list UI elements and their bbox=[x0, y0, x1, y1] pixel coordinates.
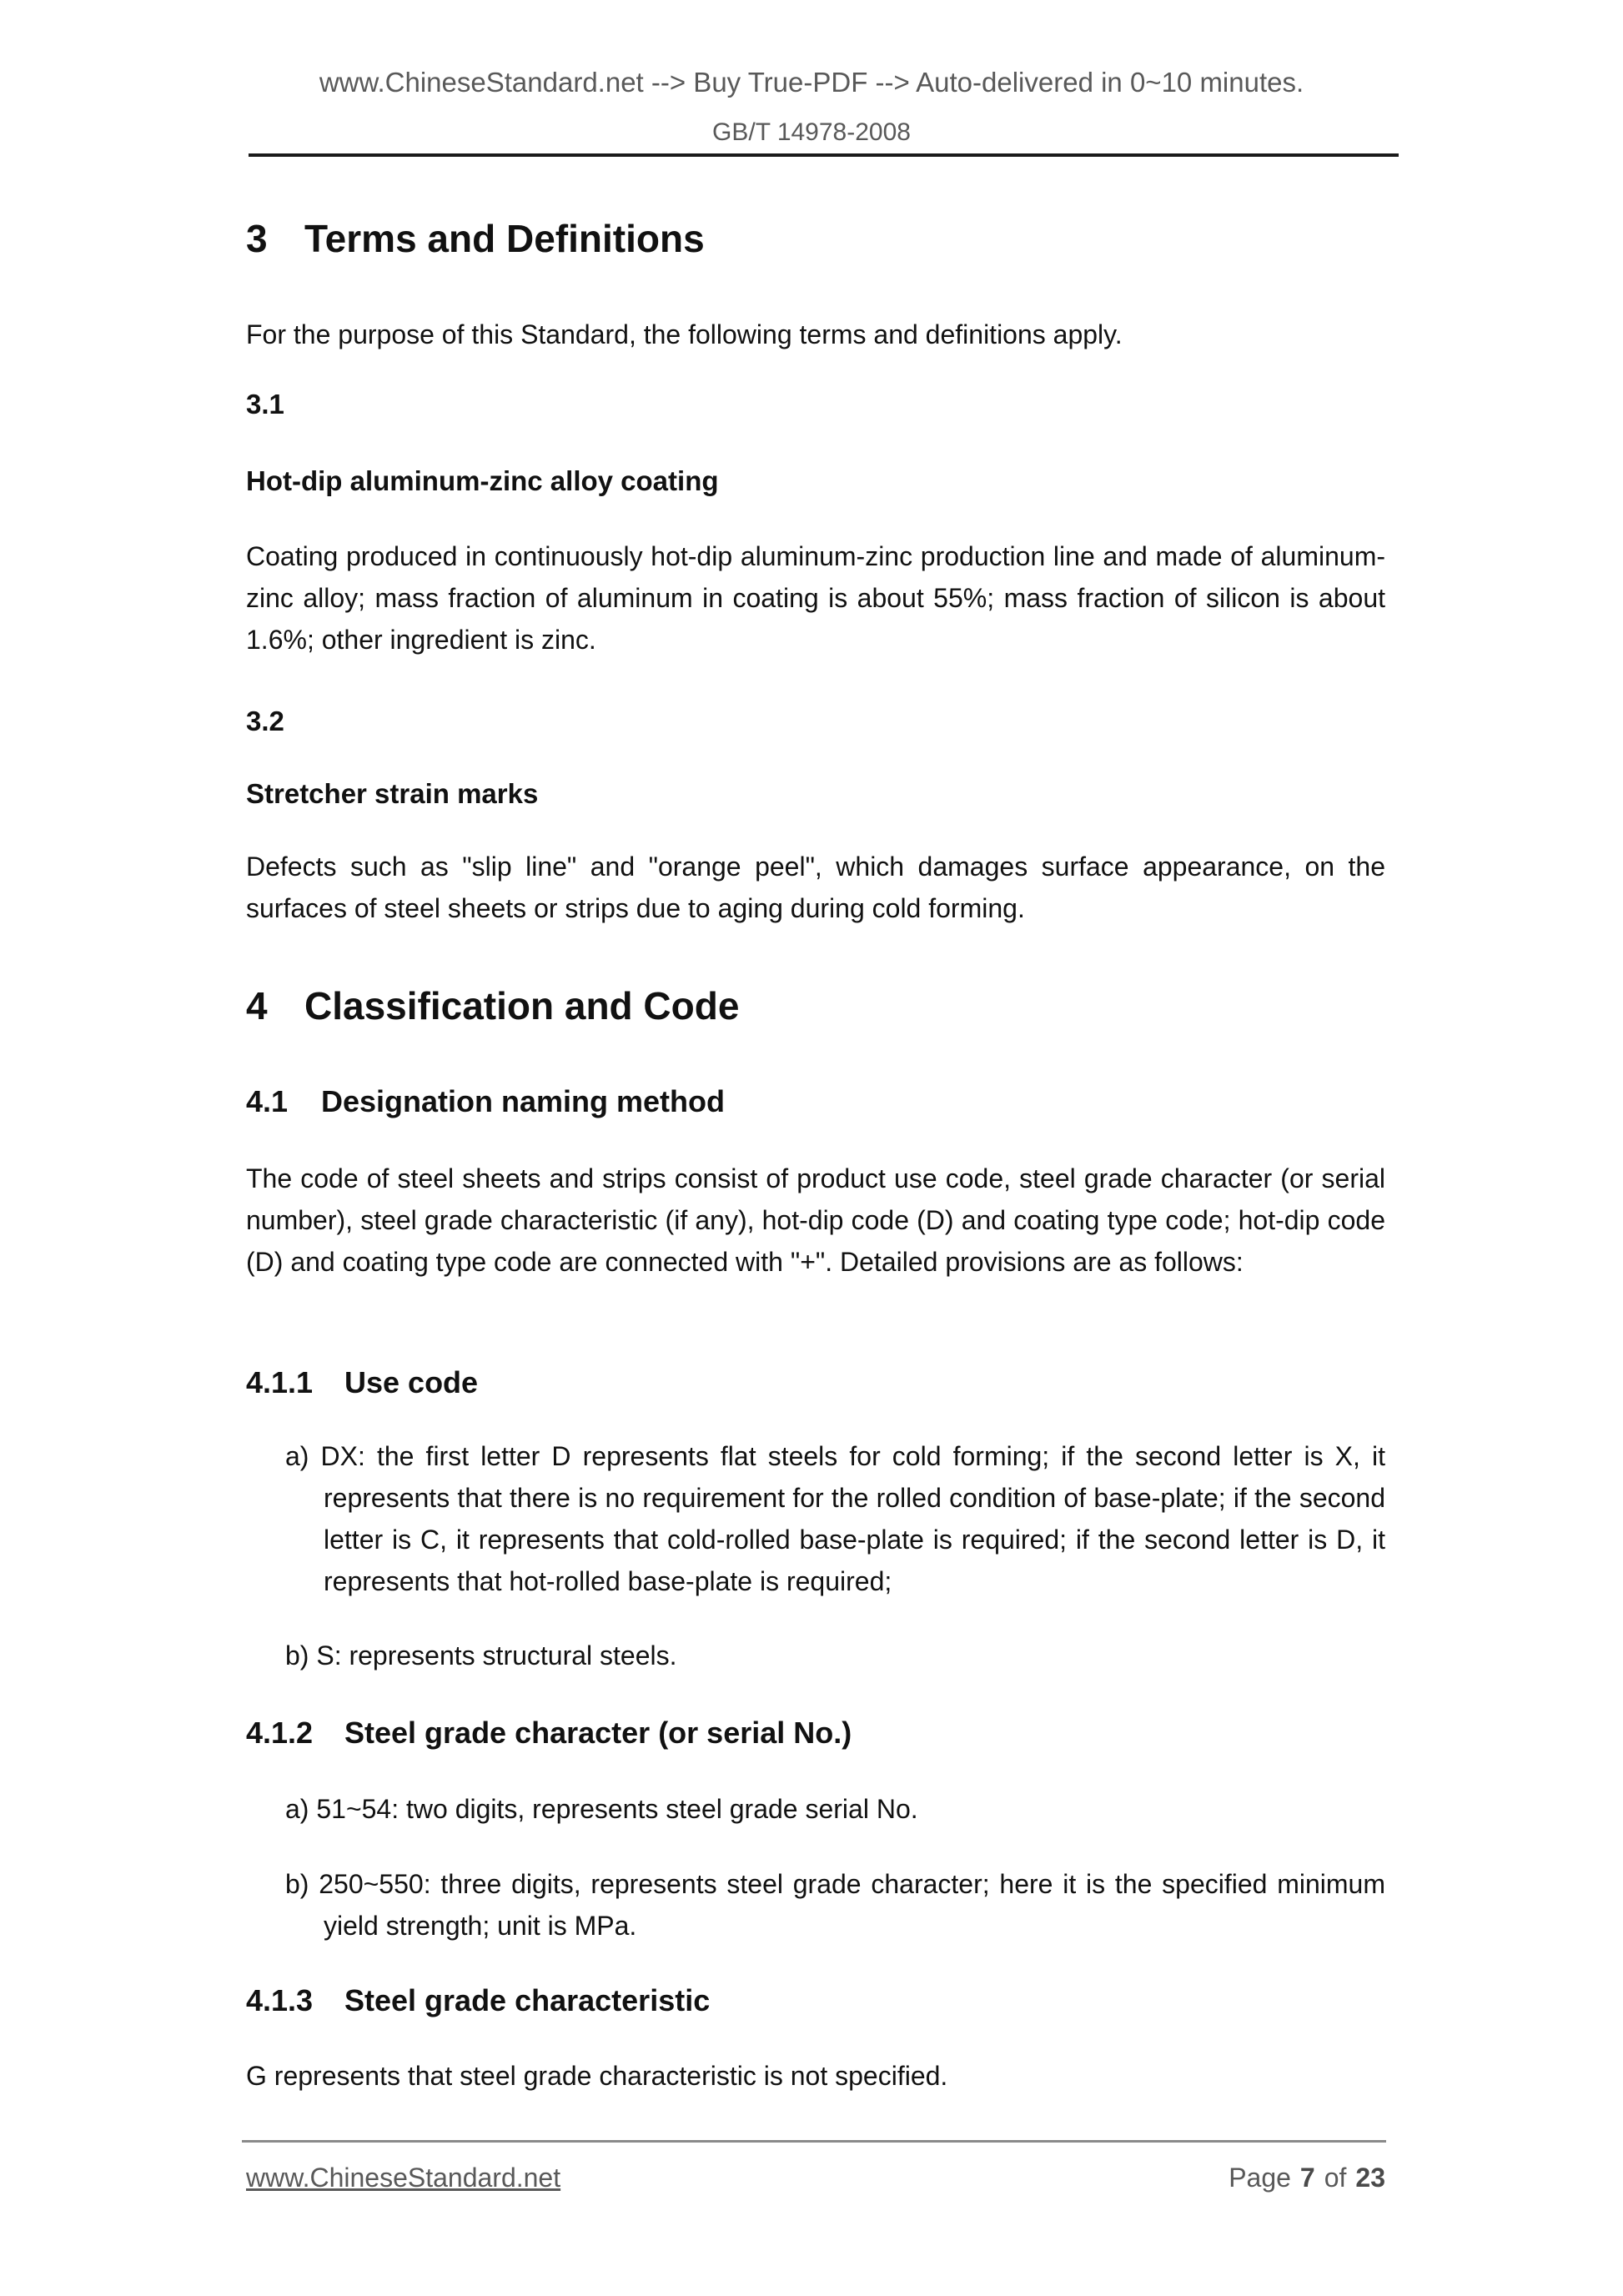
section-4-number: 4 bbox=[246, 984, 268, 1027]
clause-4-1-1-title: Use code bbox=[344, 1365, 479, 1399]
clause-4-1-title: Designation naming method bbox=[321, 1084, 726, 1118]
clause-4-1-1-item-b: b) S: represents structural steels. bbox=[285, 1640, 677, 1671]
footer-page-number: 7 bbox=[1299, 2163, 1315, 2193]
footer-page-total: 23 bbox=[1355, 2163, 1385, 2193]
header-rule bbox=[249, 153, 1399, 157]
clause-4-1-1-number: 4.1.1 bbox=[246, 1365, 314, 1399]
section-4-heading bbox=[246, 982, 739, 1029]
section-3-heading bbox=[246, 215, 705, 262]
section-3-title: Terms and Definitions bbox=[304, 217, 705, 260]
footer-rule bbox=[242, 2140, 1386, 2143]
clause-4-1-2-title: Steel grade character (or serial No.) bbox=[344, 1716, 852, 1750]
clause-4-1-1-heading bbox=[246, 1364, 478, 1401]
clause-4-1-2-number: 4.1.2 bbox=[246, 1716, 314, 1750]
section-4-title: Classification and Code bbox=[304, 984, 740, 1027]
clause-3-1-number: 3.1 bbox=[246, 389, 284, 420]
header-doc-code: GB/T 14978-2008 bbox=[712, 118, 911, 146]
clause-4-1-3-number: 4.1.3 bbox=[246, 1983, 314, 2017]
clause-3-1-definition: Coating produced in continuously hot-dip aluminum-zinc production line and made of aluminum-zinc alloy; mass fraction of aluminum in coating is about 55%; mass fraction of silicon is about 1.6%; other ingredient is zinc. bbox=[246, 541, 1385, 655]
clause-4-1-2-heading bbox=[246, 1715, 852, 1751]
clause-4-1-3-paragraph: G represents that steel grade characteristic is not specified. bbox=[246, 2061, 948, 2091]
footer-page-indicator bbox=[1229, 2163, 1385, 2193]
page-footer bbox=[246, 2163, 1385, 2193]
clause-4-1-3-title: Steel grade characteristic bbox=[344, 1983, 711, 2017]
footer-page-label: Page bbox=[1229, 2163, 1291, 2193]
header-promo-text: www.ChineseStandard.net --> Buy True-PDF --> Auto-delivered in 0~10 minutes. bbox=[319, 67, 1304, 98]
clause-4-1-2-item-a: a) 51~54: two digits, represents steel grade serial No. bbox=[285, 1794, 918, 1824]
clause-4-1-1-item-a: a) DX: the first letter D represents flat steels for cold forming; if the second letter is X, it represents that there is no requirement for the rolled condition of base-plate; if the second letter is C, it represents that cold-rolled base-plate is required; if the second letter is D, it represents that hot-rolled base-plate is required; bbox=[285, 1441, 1385, 1596]
clause-4-1-paragraph: The code of steel sheets and strips consist of product use code, steel grade character (or serial number), steel grade characteristic (if any), hot-dip code (D) and coating type code; hot-dip code (D) and coating type code are connected with "+". Detailed provisions are as follows: bbox=[246, 1163, 1385, 1277]
clause-4-1-3-heading bbox=[246, 1982, 710, 2019]
clause-3-1-term: Hot-dip aluminum-zinc alloy coating bbox=[246, 465, 719, 496]
clause-4-1-heading bbox=[246, 1083, 725, 1120]
footer-site-link[interactable]: www.ChineseStandard.net bbox=[246, 2163, 561, 2193]
clause-3-2-definition: Defects such as "slip line" and "orange peel", which damages surface appearance, on the surfaces of steel sheets or strips due to aging during cold forming. bbox=[246, 852, 1385, 923]
clause-3-2-term: Stretcher strain marks bbox=[246, 778, 539, 809]
clause-4-1-number: 4.1 bbox=[246, 1084, 289, 1118]
section-3-intro-paragraph: For the purpose of this Standard, the following terms and definitions apply. bbox=[246, 319, 1123, 349]
section-3-number: 3 bbox=[246, 217, 268, 260]
clause-3-2-number: 3.2 bbox=[246, 706, 284, 736]
clause-4-1-2-item-b: b) 250~550: three digits, represents steel grade character; here it is the specified minimum yield strength; unit is MPa. bbox=[285, 1869, 1385, 1941]
footer-of-label: of bbox=[1324, 2163, 1347, 2193]
